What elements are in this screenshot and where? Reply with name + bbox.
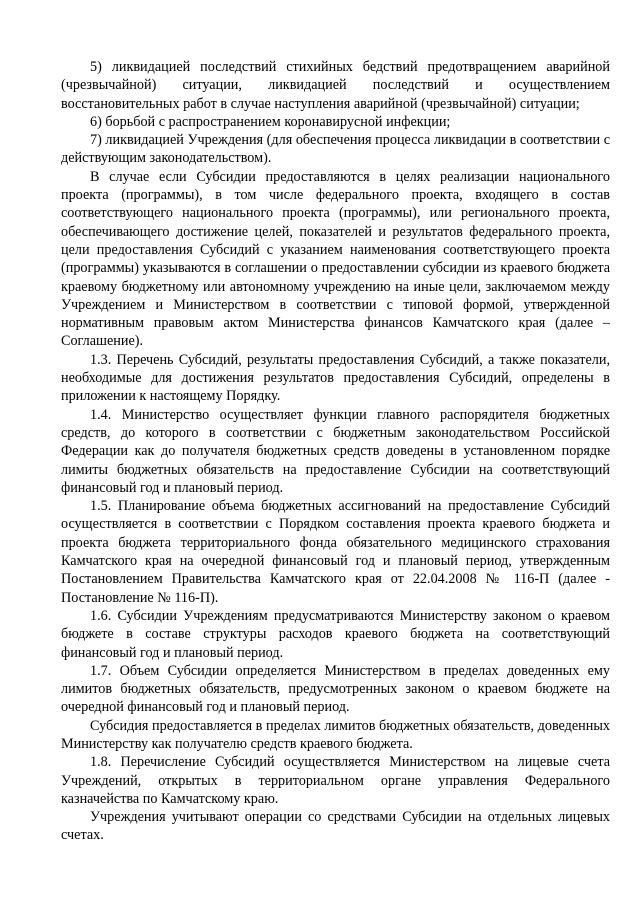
paragraph-subsidy-limits: Субсидия предоставляется в пределах лимитов бюджетных обязательств, доведенных Министерству как получателю средств краевого бюджета. xyxy=(61,717,610,752)
paragraph-item-5: 5) ликвидацией последствий стихийных бедствий предотвращением аварийной (чрезвычайной) ситуации, ликвидацией последствий и осуществлением восстановительных работ в случае наступления аварийной (чрезвычайной) ситуации; xyxy=(61,59,610,112)
paragraph-1-6: 1.6. Субсидии Учреждениям предусматриваются Министерству законом о краевом бюджете в составе структуры расходов краевого бюджета на соответствующий финансовый год и плановый период. xyxy=(61,607,610,661)
paragraph-1-5: 1.5. Планирование объема бюджетных ассигнований на предоставление Субсидий осуществляется в соответствии с Порядком составления проекта краевого бюджета и проекта бюджета территориального фонда обязательного медицинского страхования Камчатского края на очередной финансовый год и плановый период, утвержденным Постановлением Правительства Камчатского края от 22.04.2008 № 116-П (далее - Постановление № 116-П). xyxy=(61,498,610,606)
paragraph-item-6: 6) борьбой с распространением коронавирусной инфекции; xyxy=(90,113,451,130)
paragraph-national-project: В случае если Субсидии предоставляются в целях реализации национального проекта (программы), в том числе федерального проекта, входящего в состав соответствующего национального проекта (программы), или регионального проекта, обеспечивающего достижение целей, показателей и результатов федерального проекта, цели предоставления Субсидий с указанием наименования соответствующего проекта (программы) указываются в соглашении о предоставлении субсидии из краевого бюджета краевому бюджетному или автономному учреждению на иные цели, заключаемом между Учреждением и Министерством в соответствии с типовой формой, утвержденной нормативным правовым актом Министерства финансов Камчатского края (далее – Соглашение). xyxy=(61,168,610,350)
paragraph-1-8: 1.8. Перечисление Субсидий осуществляется Министерством на лицевые счета Учреждений, открытых в территориальном органе управления Федерального казначейства по Камчатскому краю. xyxy=(61,754,610,807)
paragraph-1-7: 1.7. Объем Субсидии определяется Министерством в пределах доведенных ему лимитов бюджетных обязательств, предусмотренных законом о краевом бюджете на очередной финансовый год и плановый период. xyxy=(61,662,610,716)
paragraph-1-4: 1.4. Министерство осуществляет функции главного распорядителя бюджетных средств, до которого в соответствии с бюджетным законодательством Российской Федерации как до получателя бюджетных средств доведены в установленном порядке лимиты бюджетных обязательств на предоставление Субсидии на соответствующий финансовый год и плановый период. xyxy=(61,406,610,496)
document-body xyxy=(61,58,610,845)
paragraph-1-3: 1.3. Перечень Субсидий, результаты предоставления Субсидий, а также показатели, необходимые для достижения результатов предоставления Субсидий, определены в приложении к настоящему Порядку. xyxy=(61,351,610,405)
paragraph-item-7: 7) ликвидацией Учреждения (для обеспечения процесса ликвидации в соответствии с действующим законодательством). xyxy=(61,132,610,167)
paragraph-separate-accounts: Учреждения учитывают операции со средствами Субсидии на отдельных лицевых счетах. xyxy=(61,809,610,844)
